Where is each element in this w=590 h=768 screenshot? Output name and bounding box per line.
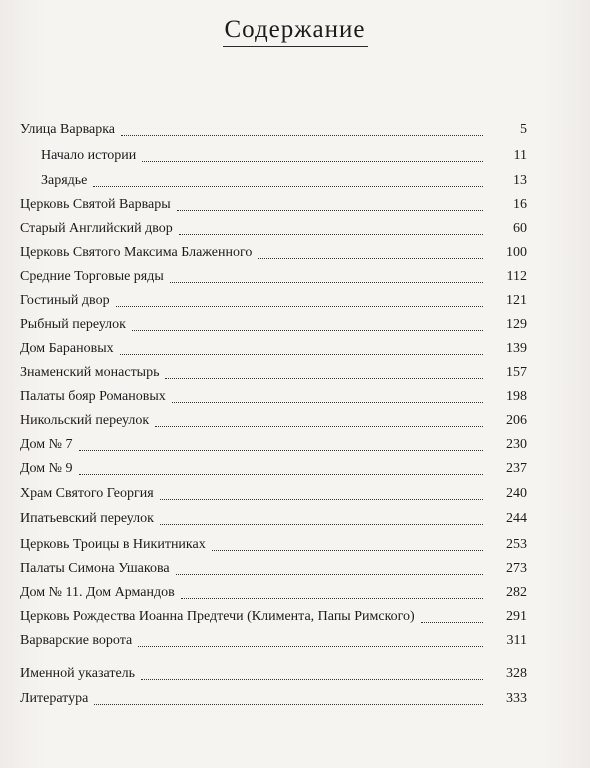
- toc-entry[interactable]: [0, 607, 590, 627]
- toc-leader-dots: [79, 472, 484, 475]
- toc-entry-label: Литература: [20, 691, 89, 706]
- toc-entry-page: 11: [513, 148, 527, 163]
- toc-entry-label: Церковь Святого Максима Блаженного: [20, 245, 253, 260]
- toc-entry-page: 100: [506, 245, 527, 260]
- toc-entry-page: 139: [506, 341, 527, 356]
- toc-entry-page: 328: [506, 666, 527, 681]
- toc-entry[interactable]: [0, 509, 590, 529]
- toc-entry-label: Рыбный переулок: [20, 317, 126, 332]
- toc-leader-dots: [176, 572, 483, 575]
- toc-entry-page: 311: [506, 633, 527, 648]
- toc-entry[interactable]: [0, 339, 590, 359]
- toc-entry-label: Средние Торговые ряды: [20, 269, 164, 284]
- toc-entry-label: Начало истории: [41, 148, 137, 163]
- toc-entry[interactable]: [0, 689, 590, 709]
- toc-leader-dots: [132, 328, 483, 331]
- toc-entry-label: Именной указатель: [20, 666, 136, 681]
- toc-entry-label: Церковь Святой Варвары: [20, 197, 171, 212]
- toc-leader-dots: [172, 400, 483, 403]
- toc-entry-page: 253: [506, 537, 527, 552]
- toc-entry-label: Палаты бояр Романовых: [20, 389, 166, 404]
- toc-leader-dots: [160, 522, 483, 525]
- toc-entry-page: 230: [506, 437, 527, 452]
- toc-leader-dots: [141, 677, 483, 680]
- toc-entry-label: Зарядье: [41, 173, 88, 188]
- toc-leader-dots: [177, 208, 483, 211]
- toc-entry[interactable]: [0, 171, 590, 191]
- toc-entry[interactable]: [0, 559, 590, 579]
- toc-leader-dots: [165, 376, 483, 379]
- toc-entry-label: Ипатьевский переулок: [20, 511, 154, 526]
- toc-entry[interactable]: [0, 195, 590, 215]
- toc-entry[interactable]: [0, 411, 590, 431]
- toc-entry-label: Дом № 7: [20, 437, 73, 452]
- toc-entry-label: Гостиный двор: [20, 293, 110, 308]
- toc-leader-dots: [120, 352, 483, 355]
- toc-entry[interactable]: [0, 631, 590, 651]
- toc-entry-page: 198: [506, 389, 527, 404]
- toc-entry[interactable]: [0, 435, 590, 455]
- toc-leader-dots: [155, 424, 483, 427]
- toc-entry-page: 333: [506, 691, 527, 706]
- toc-entry[interactable]: [0, 291, 590, 311]
- toc-leader-dots: [142, 159, 483, 162]
- toc-entry-page: 240: [506, 486, 527, 501]
- toc-entry[interactable]: [0, 459, 590, 479]
- toc-entry-page: 273: [506, 561, 527, 576]
- toc-entry-label: Дом Барановых: [20, 341, 114, 356]
- toc-entry-label: Дом № 11. Дом Армандов: [20, 585, 175, 600]
- toc-leader-dots: [79, 448, 484, 451]
- toc-entry-page: 206: [506, 413, 527, 428]
- toc-entry-label: Церковь Рождества Иоанна Предтечи (Климента, Папы Римского): [20, 609, 415, 624]
- toc-entry[interactable]: [0, 267, 590, 287]
- toc-entry[interactable]: [0, 120, 590, 140]
- toc-leader-dots: [121, 133, 483, 136]
- toc-entry-label: Знаменский монастырь: [20, 365, 160, 380]
- toc-leader-dots: [170, 280, 483, 283]
- toc-entry-label: Церковь Троицы в Никитниках: [20, 537, 206, 552]
- toc-entry[interactable]: [0, 583, 590, 603]
- toc-entry[interactable]: [0, 243, 590, 263]
- toc-entry-page: 5: [520, 122, 527, 137]
- toc-entry[interactable]: [0, 387, 590, 407]
- toc-entry-page: 121: [506, 293, 527, 308]
- toc-leader-dots: [181, 596, 483, 599]
- toc-entry-page: 244: [506, 511, 527, 526]
- toc-entry[interactable]: [0, 315, 590, 335]
- toc-entry-page: 16: [513, 197, 527, 212]
- toc-leader-dots: [94, 702, 483, 705]
- toc-entry-page: 60: [513, 221, 527, 236]
- toc-entry-label: Старый Английский двор: [20, 221, 173, 236]
- toc-entry[interactable]: [0, 484, 590, 504]
- toc-entry-page: 112: [506, 269, 527, 284]
- toc-entry[interactable]: [0, 146, 590, 166]
- toc-entry-page: 157: [506, 365, 527, 380]
- toc-leader-dots: [212, 548, 483, 551]
- toc-leader-dots: [160, 497, 483, 500]
- toc-entry-label: Улица Варварка: [20, 122, 116, 137]
- toc-entry-label: Никольский переулок: [20, 413, 150, 428]
- toc-leader-dots: [116, 304, 483, 307]
- toc-leader-dots: [138, 644, 483, 647]
- toc-entry-page: 13: [513, 173, 527, 188]
- toc-leader-dots: [179, 232, 483, 235]
- toc-leader-dots: [421, 620, 483, 623]
- toc-entry-page: 129: [506, 317, 527, 332]
- toc-entry[interactable]: [0, 664, 590, 684]
- toc-entry-page: 282: [506, 585, 527, 600]
- toc-heading: Содержание: [223, 16, 368, 47]
- toc-entry[interactable]: [0, 219, 590, 239]
- toc-entry-page: 291: [506, 609, 527, 624]
- toc-entry-label: Палаты Симона Ушакова: [20, 561, 170, 576]
- toc-entry[interactable]: [0, 535, 590, 555]
- toc-leader-dots: [258, 256, 483, 259]
- toc-entry[interactable]: [0, 363, 590, 383]
- toc-entry-label: Варварские ворота: [20, 633, 133, 648]
- toc-entry-label: Храм Святого Георгия: [20, 486, 154, 501]
- toc-entry-label: Дом № 9: [20, 461, 73, 476]
- toc-leader-dots: [93, 184, 483, 187]
- toc-entry-page: 237: [506, 461, 527, 476]
